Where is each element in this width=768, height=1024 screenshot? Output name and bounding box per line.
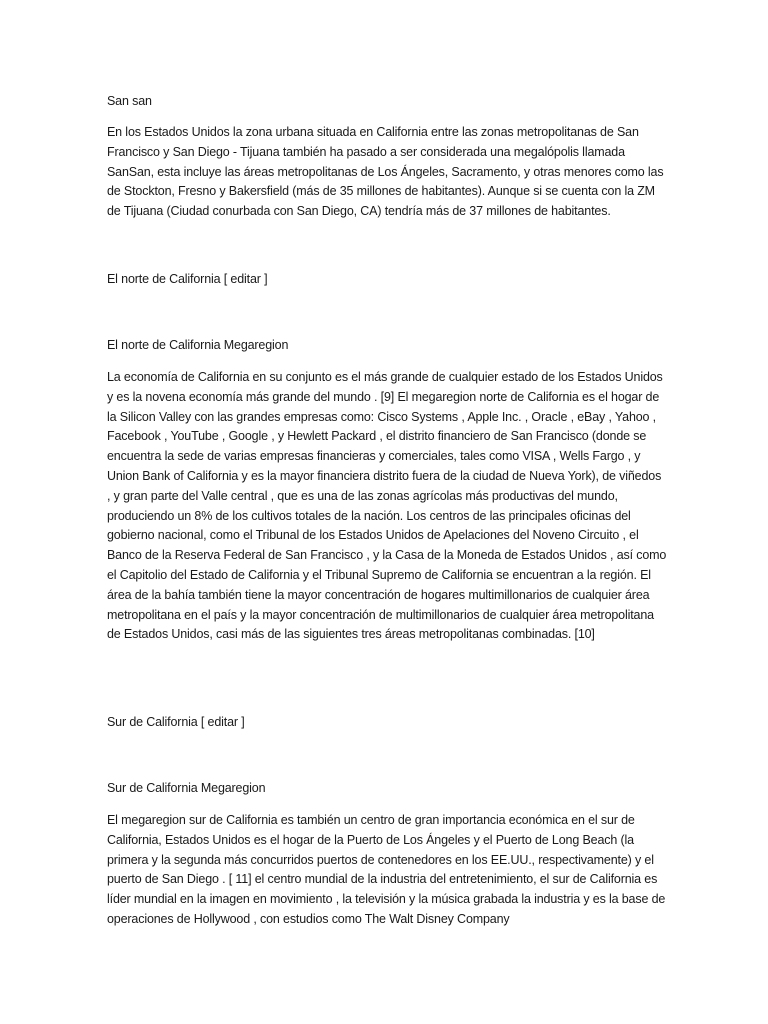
paragraph-norte-megaregion: La economía de California en su conjunto es el más grande de cualquier estado de los Estados Unidos y es la novena economía más grande del mundo . [9] El megaregion norte de California es el hogar de la Silicon Valley con las grandes empresas como: Cisco Systems , Apple Inc. , Oracle , eBay , Yahoo , Facebook , YouTube , Google , y Hewlett Packard , el distrito financiero de San Francisco (donde se encuentra la sede de varias empresas financieras y comerciales, tales como VISA , Wells Fargo , y Union Bank of California y es la mayor financiera distrito fuera de la ciudad de Nueva York), de viñedos , y gran parte del Valle central , que es una de las zonas agrícolas más productivas del mundo, produciendo un 8% de los cultivos totales de la nación. Los centros de las principales oficinas del gobierno nacional, como el Tribunal de los Estados Unidos de Apelaciones del Noveno Circuito , el Banco de la Reserva Federal de San Francisco , y la Casa de la Moneda de Estados Unidos , así como el Capitolio del Estado de California y el Tribunal Supremo de California se encuentran a la región. El área de la bahía también tiene la mayor concentración de hogares multimillonarios de cualquier área metropolitana en el país y la mayor concentración de multimillonarios de cualquier área metropolitana de Estados Unidos, casi más de las siguientes tres áreas metropolitanas combinadas. [10] <box>107 370 667 642</box>
section-heading-norte-editar: El norte de California [ editar ] <box>107 272 268 286</box>
paragraph-sur-megaregion: El megaregion sur de California es también un centro de gran importancia económica en el sur de California, Estados Unidos es el hogar de la Puerto de Los Ángeles y el Puerto de Long Beach (la primera y la segunda más concurridos puertos de contenedores en los EE.UU., respectivamente) y el puerto de San Diego . [ 11] el centro mundial de la industria del entretenimiento, el sur de California es líder mundial en la imagen en movimiento , la televisión y la música grabada la industria y es la base de operaciones de Hollywood , con estudios como The Walt Disney Company <box>107 813 666 926</box>
section-heading-sur-megaregion: Sur de California Megaregion <box>107 781 266 795</box>
section-heading-norte-megaregion: El norte de California Megaregion <box>107 338 289 352</box>
paragraph-san-san: En los Estados Unidos la zona urbana situada en California entre las zonas metropolitanas de San Francisco y San Diego - Tijuana también ha pasado a ser considerada una megalópolis llamada SanSan, esta incluye las áreas metropolitanas de Los Ángeles, Sacramento, y otras menores como las de Stockton, Fresno y Bakersfield (más de 35 millones de habitantes). Aunque si se cuenta con la ZM de Tijuana (Ciudad conurbada con San Diego, CA) tendría más de 37 millones de habitantes. <box>107 125 664 219</box>
section-heading-sur-editar: Sur de California [ editar ] <box>107 715 245 729</box>
section-heading-san-san: San san <box>107 94 152 108</box>
